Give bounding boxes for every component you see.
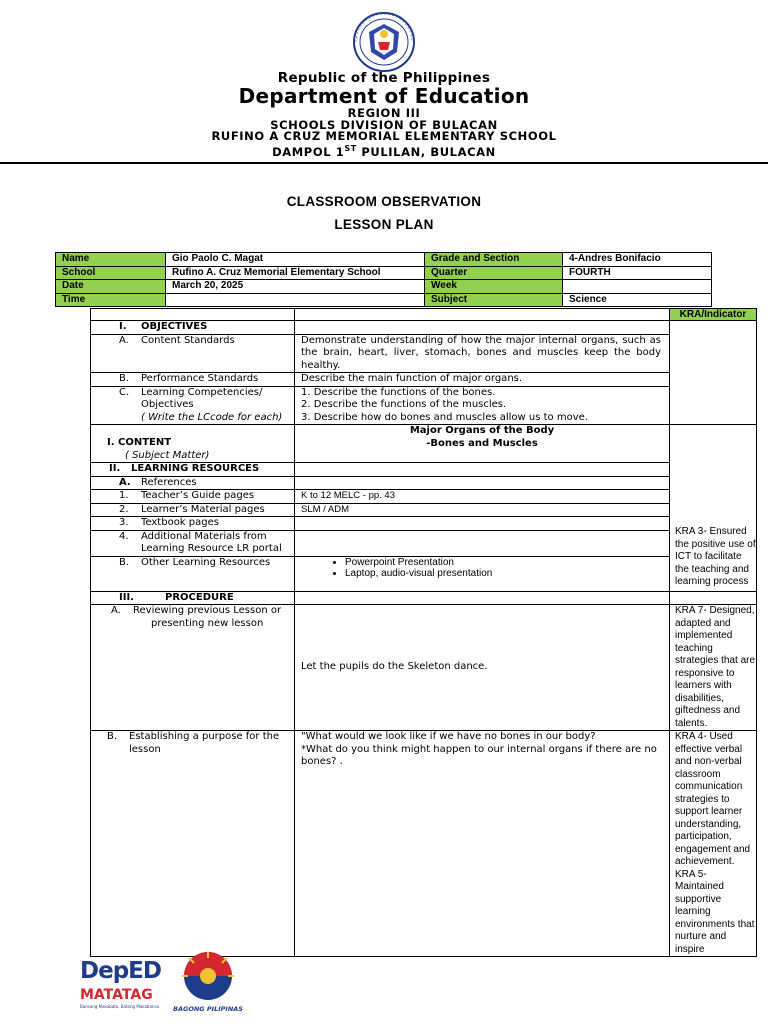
- procedure-b-label: B. Establishing a purpose for the lesson: [91, 731, 295, 957]
- division-line: SCHOOLS DIVISION OF BULACAN: [270, 118, 498, 132]
- resources-label: II. LEARNING RESOURCES: [91, 463, 295, 477]
- info-value: Gio Paolo C. Magat: [166, 253, 425, 267]
- header-divider: [0, 162, 768, 164]
- info-label: Grade and Section: [425, 253, 563, 267]
- blank-cell: [295, 463, 670, 477]
- kra-cell-empty: [670, 321, 757, 425]
- procedure-a-label: A. Reviewing previous Lesson or presenting new lesson: [91, 605, 295, 731]
- procedure-b-text: "What would we look like if we have no bones in our body? *What do you think might happen to our internal organs if there are no bones? .: [295, 731, 670, 957]
- info-value: Rufino A. Cruz Memorial Elementary School: [166, 266, 425, 280]
- school-line: RUFINO A CRUZ MEMORIAL ELEMENTARY SCHOOL: [211, 129, 557, 143]
- performance-standards-row: [91, 373, 757, 387]
- blank-cell: [295, 309, 670, 321]
- info-label: School: [56, 266, 166, 280]
- procedure-a-text: Let the pupils do the Skeleton dance.: [295, 605, 670, 731]
- blank-cell: [295, 321, 670, 335]
- department-title: Department of Education: [238, 84, 530, 108]
- objectives-label: I. OBJECTIVES: [91, 321, 295, 335]
- content-standards-row: [91, 334, 757, 373]
- info-row: [56, 253, 712, 267]
- blank-cell: [670, 591, 757, 605]
- am-label: 4. Additional Materials from Learning Resource LR portal: [91, 530, 295, 556]
- info-label: Quarter: [425, 266, 563, 280]
- content-subject-matter: Major Organs of the Body -Bones and Muscles: [295, 425, 670, 463]
- competencies-row: [91, 386, 757, 425]
- performance-standards-text: Describe the main function of major organs.: [295, 373, 670, 387]
- doc-title: CLASSROOM OBSERVATION: [286, 194, 482, 209]
- tg-text: K to 12 MELC - pp. 43: [295, 490, 670, 504]
- kra-header: KRA/Indicator: [670, 309, 757, 321]
- lm-text: SLM / ADM: [295, 503, 670, 517]
- am-row: [91, 530, 757, 556]
- info-label: Name: [56, 253, 166, 267]
- info-label: Week: [425, 280, 563, 294]
- tg-label: 1. Teacher’s Guide pages: [91, 490, 295, 504]
- deped-wordmark: DepED: [80, 958, 161, 984]
- region-line: REGION III: [347, 106, 421, 120]
- tg-row: [91, 490, 757, 504]
- tb-label: 3. Textbook pages: [91, 517, 295, 531]
- olr-list: [295, 556, 670, 591]
- references-row: [91, 476, 757, 490]
- blank-cell: [295, 591, 670, 605]
- info-row: [56, 266, 712, 280]
- info-row: [56, 293, 712, 307]
- procedure-label: III. PROCEDURE: [91, 591, 295, 605]
- competencies-label: C. Learning Competencies/ Objectives ( Write the LCcode for each): [91, 386, 295, 425]
- address-line: DAMPOL 1ST PULILAN, BULACAN: [272, 144, 496, 159]
- objectives-row: [91, 321, 757, 335]
- matatag-tagline: Bansang Makabata, Batang Makabansa: [80, 1004, 159, 1009]
- content-row: [91, 425, 757, 463]
- lm-row: [91, 503, 757, 517]
- blank-cell: [295, 517, 670, 531]
- blank-cell: [295, 530, 670, 556]
- blank-cell: [91, 309, 295, 321]
- plan-header-row: [91, 309, 757, 321]
- teacher-info-table: [55, 252, 712, 307]
- kra4-kra5-text: KRA 4- Used effective verbal and non-verbal classroom communication strategies to support learner understanding, participation, engagement and achievement. KRA 5- Maintained supportive learning environments that nurture and inspire: [670, 731, 757, 957]
- procedure-a-row: [91, 605, 757, 731]
- info-value: [166, 293, 425, 307]
- matatag-wordmark: MATATAG: [80, 987, 153, 1003]
- references-label: A. References: [91, 476, 295, 490]
- kra3-text: KRA 3- Ensured the positive use of ICT to facilitate the teaching and learning process: [670, 425, 757, 592]
- procedure-b-row: [91, 731, 757, 957]
- competencies-text: 1. Describe the functions of the bones. 2. Describe the functions of the muscles. 3. Describe how do bones and muscles allow us to move.: [295, 386, 670, 425]
- info-row: [56, 280, 712, 294]
- deped-matatag-logo: [78, 952, 168, 1012]
- info-value: FOURTH: [563, 266, 712, 280]
- info-label: Date: [56, 280, 166, 294]
- olr-row: [91, 556, 757, 591]
- lm-label: 2. Learner’s Material pages: [91, 503, 295, 517]
- procedure-row: [91, 591, 757, 605]
- blank-cell: [295, 476, 670, 490]
- tb-row: [91, 517, 757, 531]
- deped-seal-logo: [347, 12, 421, 72]
- content-standards-text: Demonstrate understanding of how the major internal organs, such as the brain, heart, liver, stomach, bones and muscles keep the body healthy.: [295, 334, 670, 373]
- list-item: • Powerpoint Presentation: [345, 557, 669, 569]
- republic-line: Republic of the Philippines: [277, 70, 491, 86]
- info-label: Time: [56, 293, 166, 307]
- info-value: March 20, 2025: [166, 280, 425, 294]
- info-value: Science: [563, 293, 712, 307]
- info-label: Subject: [425, 293, 563, 307]
- olr-label: B. Other Learning Resources: [91, 556, 295, 591]
- performance-standards-label: B. Performance Standards: [91, 373, 295, 387]
- info-value: 4-Andres Bonifacio: [563, 253, 712, 267]
- bagong-pilipinas-logo: [172, 948, 244, 1014]
- kra7-text: KRA 7- Designed, adapted and implemented teaching strategies that are responsive to learners with disabilities, giftedness and talents.: [670, 605, 757, 731]
- lesson-plan-table: [90, 308, 757, 957]
- resources-row: [91, 463, 757, 477]
- content-label: I. CONTENT ( Subject Matter): [91, 425, 295, 463]
- list-item: • Laptop, audio-visual presentation: [345, 568, 669, 580]
- bagong-pilipinas-text: BAGONG PILIPINAS: [173, 1005, 243, 1013]
- content-standards-label: A. Content Standards: [91, 334, 295, 373]
- doc-subtitle: LESSON PLAN: [334, 217, 434, 232]
- info-value: [563, 280, 712, 294]
